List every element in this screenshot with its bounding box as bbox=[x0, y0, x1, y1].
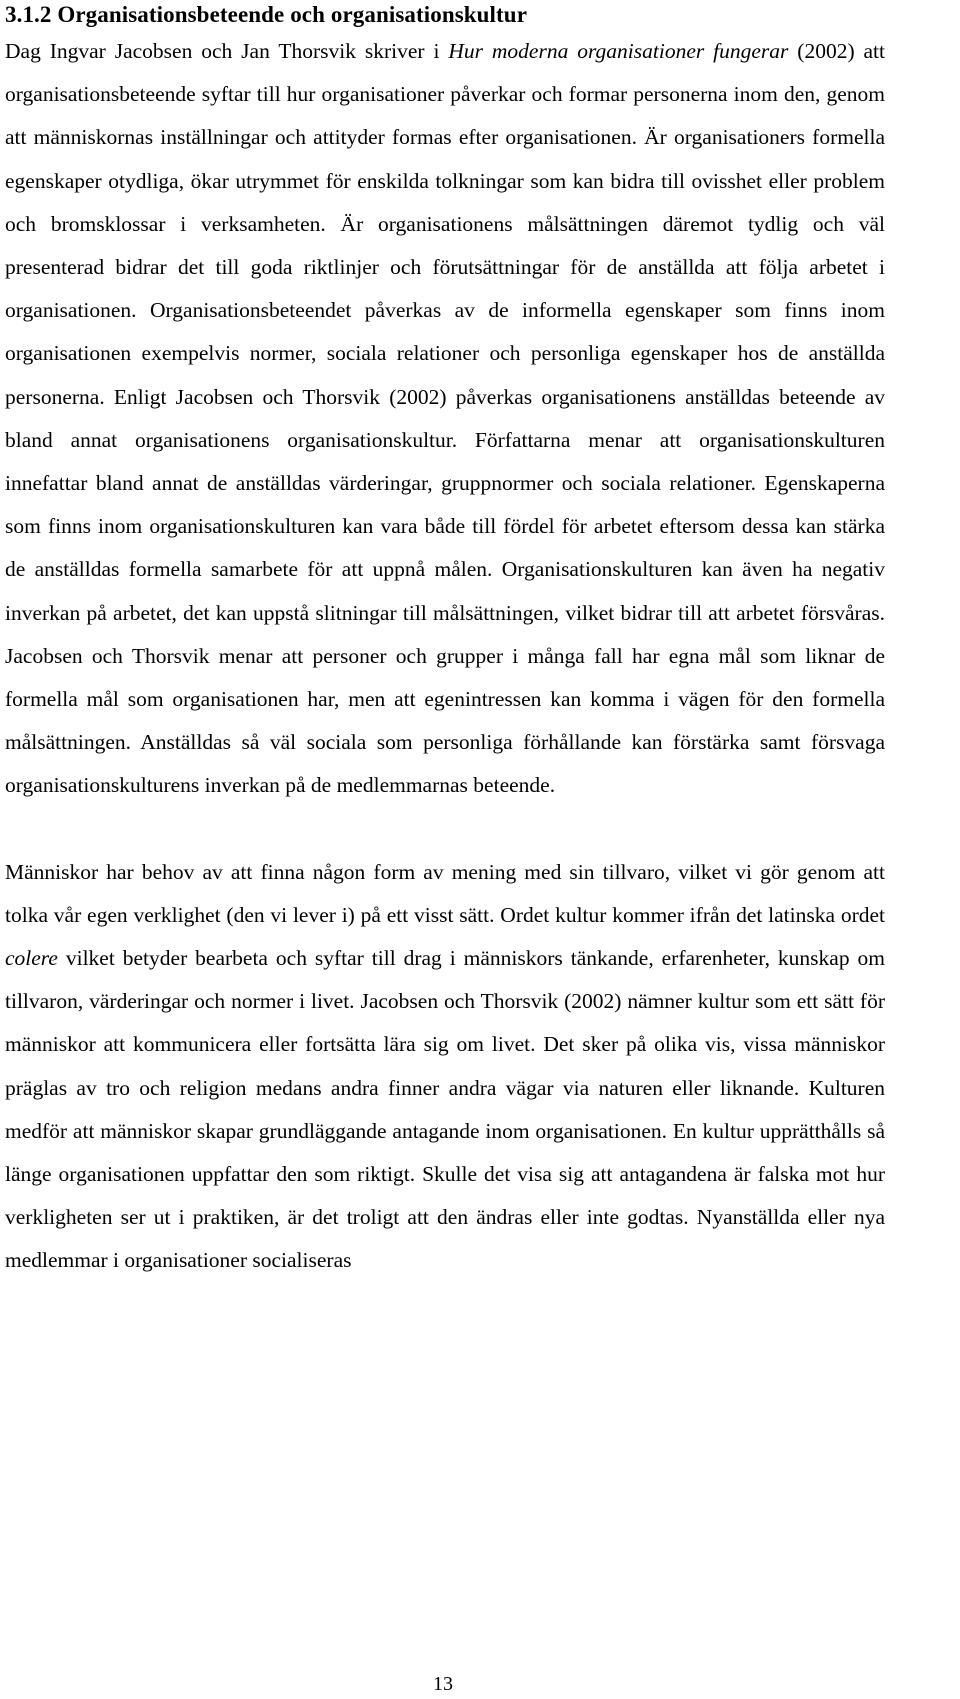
paragraph-kultur bbox=[5, 851, 885, 1283]
latin-word: colere bbox=[5, 946, 58, 971]
document-page bbox=[5, 0, 885, 1283]
section-heading: 3.1.2 Organisationsbeteende och organisationskultur bbox=[5, 2, 528, 27]
book-title: Hur moderna organisationer fungerar bbox=[448, 39, 789, 63]
paragraph-organisationsbeteende bbox=[5, 30, 885, 808]
paragraph-text: Dag Ingvar Jacobsen och Jan Thorsvik skriver i bbox=[5, 39, 449, 63]
paragraph-text: vilket betyder bearbeta och syftar till drag i människors tänkande, erfarenheter, kunskap om tillvaron, värderingar och normer i livet. Jacobsen och Thorsvik (2002) nämner kultur som ett sätt för människor att kommunicera eller fortsätta lära sig om livet. Det sker på olika vis, vissa människor präglas av tro och religion medans andra finner andra vägar via naturen eller liknande. Kulturen medför att människor skapar grundläggande antagande inom organisationen. En kultur upprätthålls så länge organisationen uppfattar den som riktigt. Skulle det visa sig att antagandena är falska mot hur verkligheten ser ut i praktiken, är det troligt att den ändras eller inte godtas. Nyanställda eller nya medlemmar i organisationer socialiseras bbox=[5, 946, 885, 1273]
paragraph-text: Människor har behov av att finna någon form av mening med sin tillvaro, vilket vi gör genom att tolka vår egen verklighet (den vi lever i) på ett visst sätt. Ordet kultur kommer ifrån det latinska ordet bbox=[5, 859, 885, 927]
page-number: 13 bbox=[433, 1673, 453, 1695]
paragraph-text: (2002) att organisationsbeteende syftar till hur organisationer påverkar och formar personerna inom den, genom att människornas inställningar och attityder formas efter organisationen. Är organisationers formella egenskaper otydliga, ökar utrymmet för enskilda tolkningar som kan bidra till ovisshet eller problem och bromsklossar i verksamheten. Är organisationens målsättningen däremot tydlig och väl presenterad bidrar det till goda riktlinjer och förutsättningar för de anställda att följa arbetet i organisationen. Organisationsbeteendet påverkas av de informella egenskaper som finns inom organisationen exempelvis normer, sociala relationer och personliga egenskaper hos de anställda personerna. Enligt Jacobsen och Thorsvik (2002) påverkas organisationens anställdas beteende av bland annat organisationens organisationskultur. Författarna menar att organisationskulturen innefattar bland annat de anställdas värderingar, gruppnormer och sociala relationer. Egenskaperna som finns inom organisationskulturen kan vara både till fördel för arbetet eftersom dessa kan stärka de anställdas formella samarbete för att uppnå målen. Organisationskulturen kan även ha negativ inverkan på arbetet, det kan uppstå slitningar till målsättningen, vilket bidrar till att arbetet försvåras. Jacobsen och Thorsvik menar att personer och grupper i många fall har egna mål som liknar de formella mål som organisationen har, men att egenintressen kan komma i vägen för den formella målsättningen. Anställdas så väl sociala som personliga förhållande kan förstärka samt försvaga organisationskulturens inverkan på de medlemmarnas beteende. bbox=[5, 39, 885, 798]
